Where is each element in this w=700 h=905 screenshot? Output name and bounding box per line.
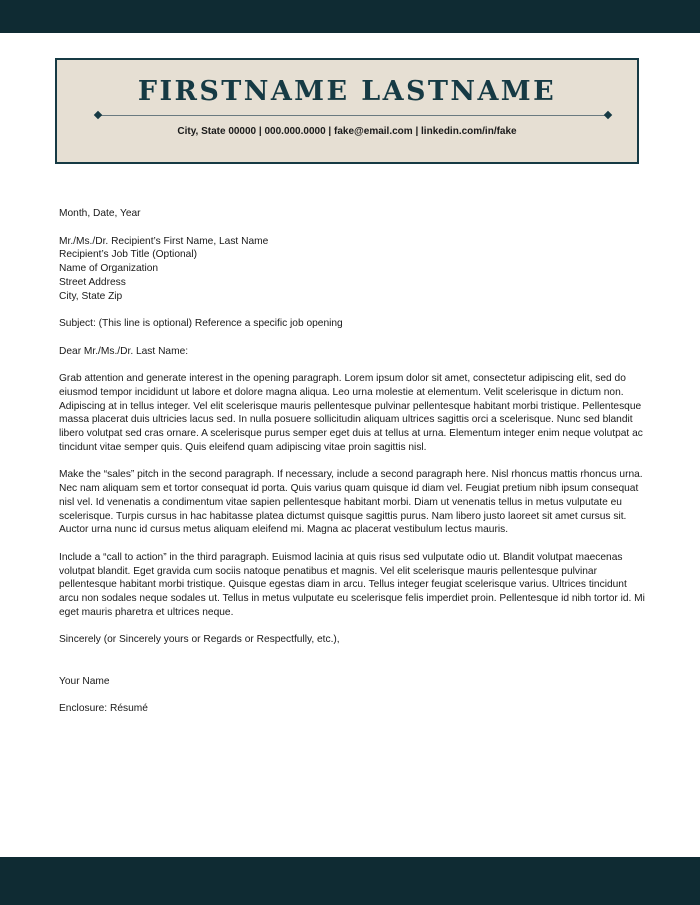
recipient-organization: Name of Organization: [59, 263, 159, 274]
letter-body: [59, 207, 649, 730]
recipient-job-title: Recipient’s Job Title (Optional): [59, 249, 197, 261]
recipient-city-state-zip: City, State Zip: [59, 290, 123, 302]
closing-line: Sincerely (or Sincerely yours or Regards or Respectfully, etc.),: [59, 634, 340, 646]
top-color-band: [0, 0, 700, 33]
recipient-address-block: [59, 235, 649, 304]
opening-paragraph: Grab attention and generate interest in the opening paragraph. Lorem ipsum dolor sit amet, consectetur adipiscing elit, sed do eiusmod tempor incididunt ut labore et dolore magna aliqua. Leo urna molestie at elementum. Velit scelerisque in dictum non. Adipiscing at in tellus integer. Vel elit scelerisque mauris pellentesque pulvinar pellentesque habitant morbi tristique. Pellentesque massa placerat duis ultricies lacus sed. In nulla posuere sollicitudin aliquam ultrices sagittis orci a scelerisque. Nunc sed blandit libero volutpat sed cras ornare. A scelerisque purus semper eget duis at tellus at urna. Elementum integer enim neque volutpat ac tincidunt vitae semper quis. Quis eleifend quam adipiscing vitae proin sagittis nisl.: [59, 373, 643, 453]
sender-name: FIRSTNAME LASTNAME: [137, 76, 557, 107]
signature-name: Your Name: [59, 675, 110, 687]
recipient-street-address: Street Address: [59, 276, 126, 288]
call-to-action-paragraph: Include a “call to action” in the third paragraph. Euismod lacinia at quis risus sed vulputate odio ut. Blandit volutpat maecenas volutpat blandit. Eget gravida cum sociis natoque penatibus et magnis. Vel elit scelerisque mauris pellentesque pulvinar pellentesque habitant morbi tristique. Quisque egestas diam in arcu. Tellus integer feugiat scelerisque varius. Ultrices tincidunt arcu non sodales neque sodales ut. Tellus in metus vulputate eu scelerisque felis imperdiet proin. Pellentesque id nibh tortor id. Mi eget mauris pharetra et ultrices neque.: [59, 551, 645, 618]
recipient-name: Mr./Ms./Dr. Recipient’s First Name, Last Name: [59, 235, 269, 247]
letterhead: [55, 58, 639, 164]
diamond-ornament-icon: [94, 111, 102, 119]
sender-contact-line: City, State 00000 | 000.000.0000 | fake@email.com | linkedin.com/in/fake: [177, 126, 517, 137]
letter-date: Month, Date, Year: [59, 208, 141, 219]
sales-pitch-paragraph: Make the “sales” pitch in the second paragraph. If necessary, include a second paragraph here. Nisl rhoncus mattis rhoncus urna. Nec nam aliquam sem et tortor consequat id porta. Quis varius quam quisque id diam vel. Feugiat pretium nibh ipsum consequat nisl vel. Id venenatis a condimentum vitae sapien pellentesque habitant morbi. Diam ut venenatis tellus in metus vulputate eu scelerisque. Turpis cursus in hac habitasse platea dictumst quisque sagittis purus. Nam libero justo laoreet sit amet cursus sit. Auctor urna nunc id cursus metus aliquam eleifend mi. Magna ac placerat vestibulum lectus mauris.: [59, 469, 643, 536]
bottom-color-band: [0, 857, 700, 905]
diamond-ornament-icon: [604, 111, 612, 119]
salutation: Dear Mr./Ms./Dr. Last Name:: [59, 345, 189, 357]
subject-line: Subject: (This line is optional) Reference a specific job opening: [59, 318, 343, 329]
header-divider-rule: [97, 115, 609, 116]
enclosure-line: Enclosure: Résumé: [59, 703, 148, 714]
